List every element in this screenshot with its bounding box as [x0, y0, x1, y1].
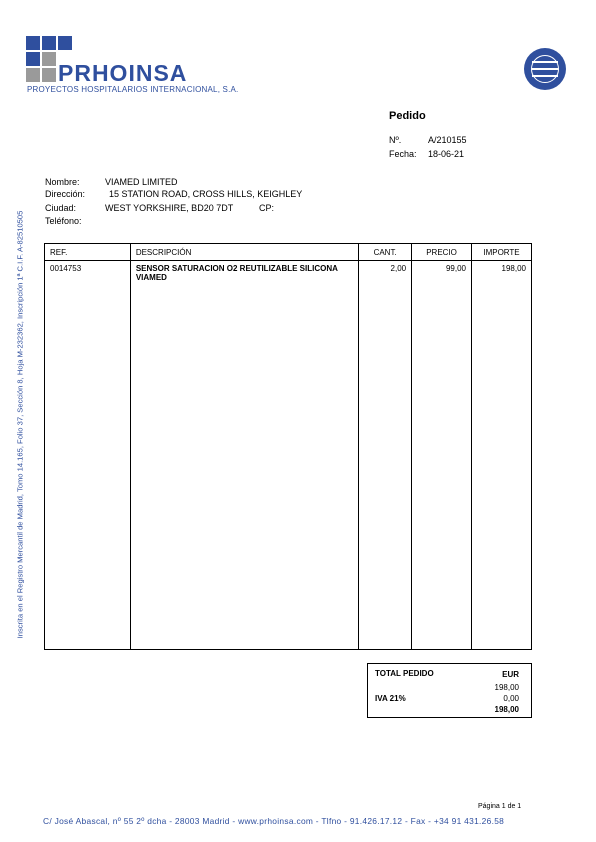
- header-ref: REF.: [45, 244, 131, 261]
- order-number-label: Nº.: [389, 135, 402, 145]
- header-description: DESCRIPCIÓN: [130, 244, 358, 261]
- order-number: A/210155: [428, 135, 467, 145]
- items-table: [44, 243, 532, 650]
- company-subtitle: PROYECTOS HOSPITALARIOS INTERNACIONAL, S.A.: [27, 85, 239, 94]
- row-amount: 198,00: [472, 261, 532, 650]
- certification-seal-icon: [524, 48, 566, 90]
- totals-box: [367, 663, 532, 718]
- row-quantity: 2,00: [359, 261, 412, 650]
- client-address-label: Dirección:: [45, 189, 86, 199]
- row-price: 99,00: [412, 261, 472, 650]
- total-label: TOTAL PEDIDO: [375, 669, 434, 678]
- company-name: PRHOINSA: [58, 60, 188, 86]
- document-title: Pedido: [389, 110, 426, 122]
- table-header-row: [45, 244, 532, 261]
- client-name: VIAMED LIMITED: [105, 177, 178, 187]
- client-cp-label: CP:: [259, 203, 275, 213]
- company-footer: C/ José Abascal, nº 55 2º dcha - 28003 Madrid - www.prhoinsa.com - Tlfno - 91.426.17.12 - Fax - +34 91 431.26.58: [43, 816, 505, 826]
- order-date: 18-06-21: [428, 149, 465, 159]
- client-phone-label: Teléfono:: [45, 216, 82, 226]
- table-row: [45, 261, 532, 650]
- order-date-label: Fecha:: [389, 149, 417, 159]
- row-description: SENSOR SATURACION O2 REUTILIZABLE SILICONA VIAMED: [130, 261, 358, 650]
- client-address: 15 STATION ROAD, CROSS HILLS, KEIGHLEY: [109, 189, 303, 199]
- vat-label: IVA 21%: [375, 694, 406, 703]
- header-quantity: CANT.: [359, 244, 412, 261]
- header-price: PRECIO: [412, 244, 472, 261]
- registry-text: Inscrita en el Registro Mercantil de Madrid, Tomo 14.165, Folio 37, Sección 8, Hoja M-232362, Inscripción 1ª C.I.F. A-82510505: [15, 210, 25, 639]
- client-city: WEST YORKSHIRE, BD20 7DT: [105, 203, 234, 213]
- row-ref: 0014753: [45, 261, 131, 650]
- page-number: Página 1 de 1: [478, 803, 522, 810]
- total-currency: EUR: [502, 670, 519, 679]
- total-value: 198,00: [494, 705, 519, 714]
- header-amount: IMPORTE: [472, 244, 532, 261]
- client-city-label: Ciudad:: [45, 203, 77, 213]
- vat-value: 0,00: [503, 694, 519, 703]
- subtotal-value: 198,00: [494, 683, 519, 692]
- client-name-label: Nombre:: [45, 177, 80, 187]
